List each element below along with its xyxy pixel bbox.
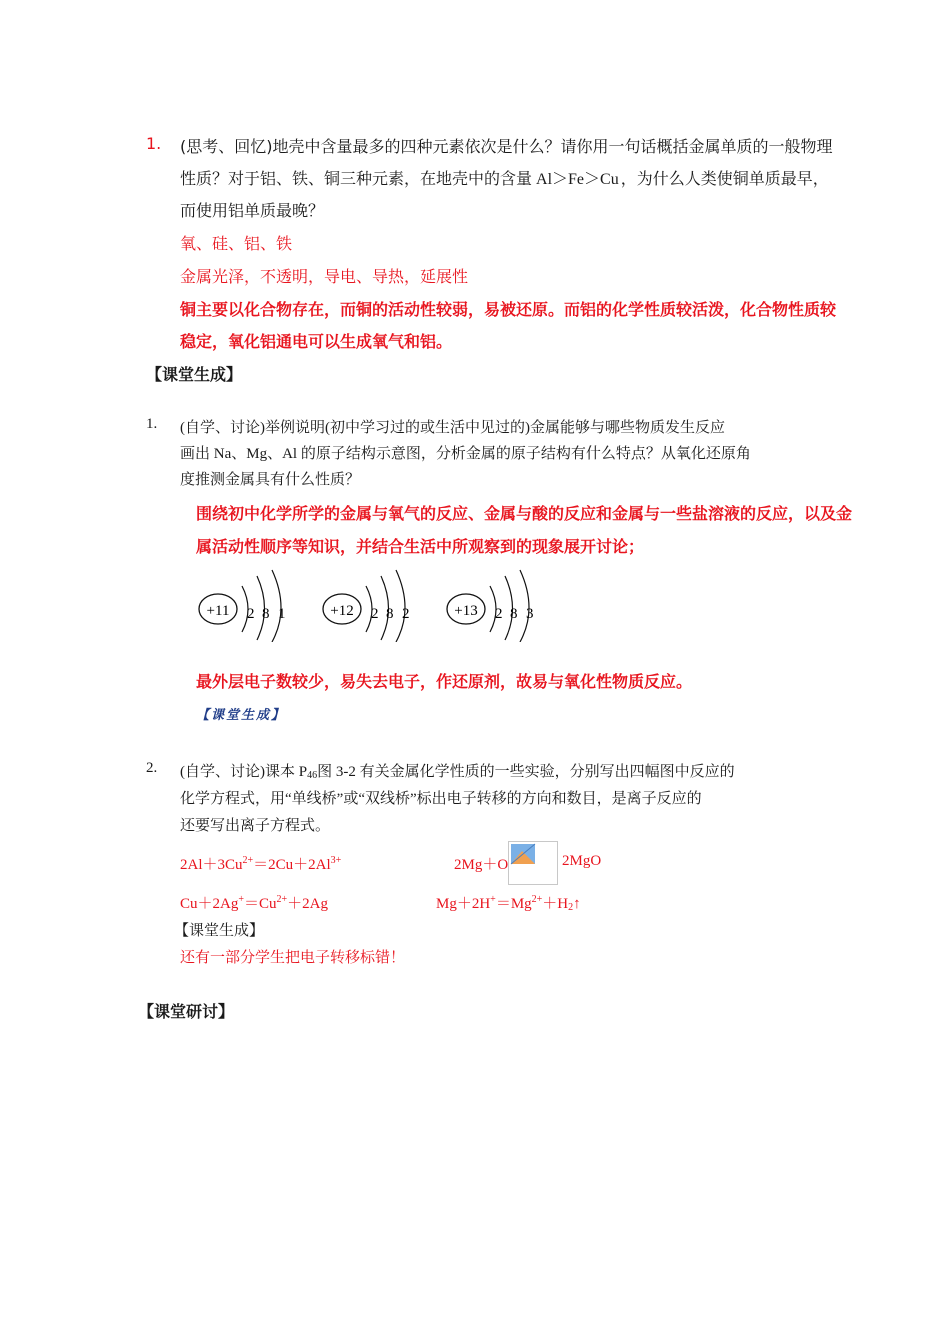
- section-heading: 【课堂生成】: [146, 365, 243, 384]
- shell-electrons: 2: [371, 606, 379, 622]
- atom-structure-diagrams: [190, 562, 550, 642]
- nucleus-charge: +13: [454, 603, 478, 619]
- question-text: (自学、讨论)举例说明(初中学习过的或生活中见过的)金属能够与哪些物质发生反应: [180, 420, 725, 436]
- item-number: 1.: [146, 416, 158, 432]
- question-text: 画出 Na、Mg、Al 的原子结构示意图，分析金属的原子结构有什么特点？从氧化还原角: [180, 446, 751, 462]
- nucleus-charge: +11: [206, 603, 230, 619]
- broken-image-icon: [508, 841, 558, 885]
- content-formula: Al＞Fe＞Cu: [536, 171, 619, 188]
- equation-ionic: $2Al+3Cu^{2+}=2Cu+2Al^{3+}$: [180, 855, 342, 873]
- atom-diagram-na: [199, 570, 286, 642]
- note-text: 还有一部分学生把电子转移标错！: [180, 950, 406, 966]
- atom-diagram-al: [447, 570, 534, 642]
- question-text: (思考、回忆)地壳中含量最多的四种元素依次是什么？请你用一句话概括金属单质的一般物理: [180, 137, 833, 156]
- equation-product: 2MgO: [562, 853, 602, 869]
- answer-text: 氧、硅、铝、铁: [180, 234, 293, 253]
- shell-electrons: 3: [526, 606, 534, 622]
- answer-conclusion: 最外层电子数较少，易失去电子，作还原剂，故易与氧化性物质反应。: [196, 672, 693, 691]
- equation-combustion: 2Mg＋O: [454, 857, 509, 873]
- shell-electrons: 8: [386, 606, 394, 622]
- answer-text: 稳定，氧化铝通电可以生成氧气和铝。: [180, 332, 453, 351]
- question-text: 而使用铝单质最晚？: [180, 201, 325, 220]
- item-number: 1.: [146, 134, 162, 153]
- shell-electrons: 1: [278, 606, 286, 622]
- section-badge: 【课堂生成】: [196, 708, 287, 723]
- shell-electrons: 2: [402, 606, 410, 622]
- question-text: 化学方程式，用“单线桥”或“双线桥”标出电子转移的方向和数目，是离子反应的: [180, 791, 702, 807]
- item-number: 2.: [146, 760, 158, 776]
- equation-ionic: $Cu+2Ag^+=Cu^{2+}+2Ag$: [180, 894, 328, 912]
- section-heading: 【课堂生成】: [174, 923, 265, 939]
- question-text: 度推测金属具有什么性质？: [180, 472, 361, 488]
- answer-text: 围绕初中化学所学的金属与氧气的反应、金属与酸的反应和金属与一些盐溶液的反应，以及金: [196, 504, 853, 523]
- question-text: 还要写出离子方程式。: [180, 818, 331, 834]
- answer-text: 金属光泽，不透明，导电、导热，延展性: [180, 267, 469, 286]
- answer-text: 铜主要以化合物存在，而铜的活动性较弱，易被还原。而铝的化学性质较活泼，化合物性质较: [180, 300, 837, 319]
- question-text: 性质？对于铝、铁、铜三种元素，在地壳中的含量 Al＞Fe＞Cu ，为什么人类使铜单质最早，: [180, 169, 829, 188]
- section-heading: 【课堂研讨】: [138, 1002, 235, 1021]
- equation-ionic: $Mg+2H^+=Mg^{2+}+H_2↑$: [436, 894, 581, 913]
- atom-diagram-mg: [323, 570, 410, 642]
- shell-electrons: 2: [247, 606, 255, 622]
- shell-electrons: 8: [262, 606, 270, 622]
- shell-electrons: 2: [495, 606, 503, 622]
- question-text: (自学、讨论)课本 $P_{46}$图 3-2 有关金属化学性质的一些实验，分别写出四幅图中反应的: [180, 764, 735, 781]
- shell-electrons: 8: [510, 606, 518, 622]
- answer-text: 属活动性顺序等知识，并结合生活中所观察到的现象展开讨论；: [196, 537, 645, 556]
- nucleus-charge: +12: [330, 603, 354, 619]
